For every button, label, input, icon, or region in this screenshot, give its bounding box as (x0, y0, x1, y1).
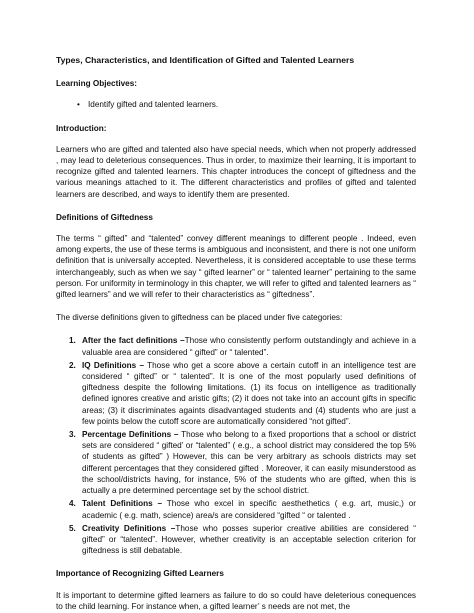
importance-heading: Importance of Recognizing Gifted Learners (56, 569, 224, 579)
item-number: 5. (69, 523, 76, 533)
item-text: Those who consistently perform outstandingly and achieve in a valuable area are considered “ gifted” or “ talented”. (82, 336, 416, 357)
item-number: 2. (69, 360, 76, 370)
objective-text: Identify gifted and talented learners. (88, 100, 219, 110)
item-term: After the fact definitions – (82, 336, 185, 346)
item-number: 4. (69, 499, 76, 509)
list-item (69, 335, 416, 357)
item-term: Creativity Definitions – (82, 523, 176, 533)
item-term: IQ Definitions – (82, 360, 145, 370)
definitions-heading: Definitions of Giftedness (56, 212, 153, 222)
objectives-list (56, 99, 416, 110)
categories-intro: The diverse definitions given to giftedness can be placed under five categories: (56, 313, 343, 323)
list-item (69, 498, 417, 520)
item-text: Those who belong to a fixed proportions that a school or district sets are considered “ gifted’ or “talented” ( e.g., a school district may considered the top 5% of students as gifted” ) However, this can be very arbitrary as schools districts may set different percentages that they considered gifted . Moreover, it can easily misunderstood as the school/districts having, for instance, 5% of the students who are gifted, when this is actually a pre determined percentage set by the school district. (82, 430, 416, 496)
document-title: Types, Characteristics, and Identification of Gifted and Talented Learners (56, 55, 355, 65)
introduction-heading: Introduction: (56, 123, 107, 133)
item-term: Talent Definitions – (82, 499, 163, 509)
item-number: 3. (69, 430, 76, 440)
definitions-list (56, 335, 416, 556)
list-item (77, 99, 416, 110)
definitions-paragraph: The terms “ gifted” and “talented” convey different meanings to different people . Indeed, even among experts, the use of these terms is ambiguous and inconsistent, and there is not one uniform definition that is universally accepted. Nevertheless, it is considered acceptable to use these terms interchangeably, such as when we say “ gifted learner” or “ talented learner” pertaining to the same person. For uniformity in terminology in this chapter, we will refer to gifted and talented learners as “ gifted learners” and we will refer to their characteristics as “ giftedness”. (56, 234, 416, 300)
introduction-paragraph: Learners who are gifted and talented also have special needs, which when not properly addressed , may lead to deleterious consequences. Thus in order, to maximize their learning, it is important to recognize gifted and talented learners. This chapter introduces the concept of giftedness and the various meanings attached to it. The different characteristics and profiles of gifted and talented learners are described, and ways to identify them are presented. (56, 144, 416, 199)
item-text: Those who excel in specific aesthethetics ( e.g. art, music,) or academic ( e.g. math, science) area/s are considered “gifted “ or talented . (82, 499, 417, 520)
importance-paragraph: It is important to determine gifted learners as failure to do so could have deleterious conequences to the child learning. For instance when, a gifted learner’ s needs are not met, the (56, 590, 416, 611)
item-text: Those who posses superior creative abilities are considered “ gifted” or “talented”. However, whether creativity is an acceptable selection criterion for giftedness is still debatable. (82, 523, 416, 556)
objectives-heading: Learning Objectives: (56, 79, 137, 89)
item-term: Percentage Definitions – (82, 430, 179, 440)
item-number: 1. (69, 336, 76, 346)
list-item (69, 523, 416, 557)
list-item (69, 429, 416, 496)
bullet-icon: • (77, 100, 80, 110)
list-item (69, 360, 416, 427)
item-text: Those who get a score above a certain cutoff in an intelligence test are considered “ gifted” or “ talented”. It is one of the most popularly used definitions of giftedness despite the following limitations. (1) its focus on intelligence as traditionally defined ignores creative and aristic gifts; (2) it does not take into an account gifts in specific areas; (3) it discriminates againts disadvantaged students and (4) students who are just a few points below the cutoff score are automatically considered “not gifted”. (82, 360, 416, 426)
